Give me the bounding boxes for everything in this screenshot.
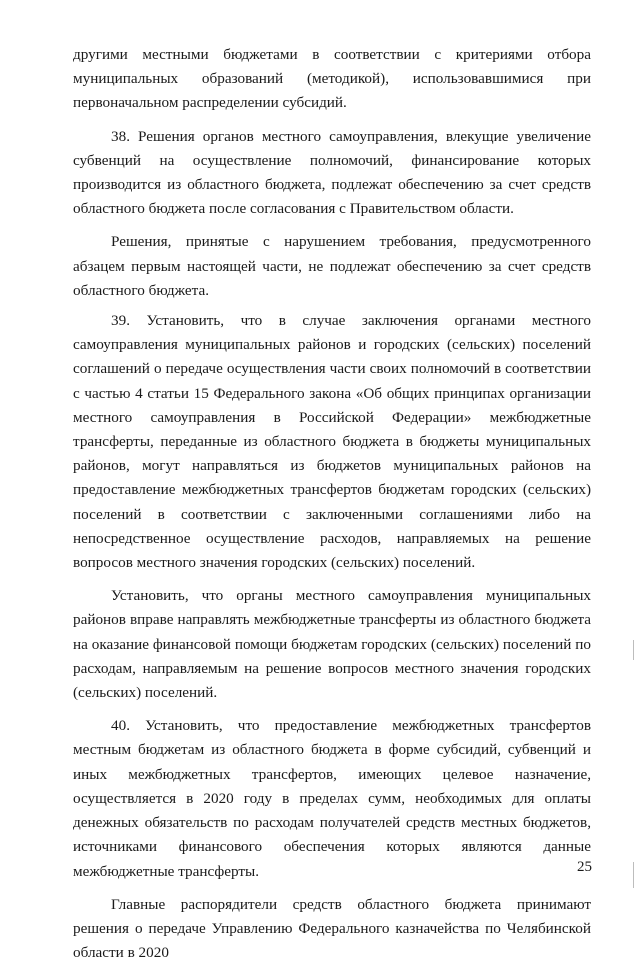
paragraph-clause-40: 40. Установить, что предоставление межбюджетных трансфертов местным бюджетам из областного бюджета в форме субсидий, субвенций и иных межбюджетных трансфертов, имеющих целевое назначение, осуществляется в 2020 году в пределах сумм, необходимых для оплаты денежных обязательств по расходам получателей средств местных бюджетов, источниками финансового обеспечения которых являются данные межбюджетные трансферты. <box>73 717 591 880</box>
paragraph-clause-38-note: Решения, принятые с нарушением требования, предусмотренного абзацем первым настоящей части, не подлежат обеспечению за счет средств областного бюджета. <box>73 233 591 299</box>
paragraph-clause-40-second: Главные распорядители средств областного бюджета принимают решения о передаче Управлению Федерального казначейства по Челябинской области в 2020 <box>73 895 591 962</box>
paragraph-continuation: другими местными бюджетами в соответствии с критериями отбора муниципальных образований (методикой), использовавшимися при первоначальном распределении субсидий. <box>73 46 591 112</box>
paragraph-clause-39-second: Установить, что органы местного самоуправления муниципальных районов вправе направлять межбюджетные трансферты из областного бюджета на оказание финансовой помощи бюджетам городских (сельских) поселений по расходам, направляемым на решение вопросов местного значения городских (сельских) поселений. <box>73 587 591 702</box>
scan-edge-mark <box>633 640 634 660</box>
page-number: 25 <box>577 859 592 875</box>
paragraph-clause-39: 39. Установить, что в случае заключения органами местного самоуправления муниципальных районов и городских (сельских) поселений соглашений о передаче осуществления части своих полномочий в соответствии с частью 4 статьи 15 Федерального закона «Об общих принципах организации местного самоуправления в Российской Федерации» межбюджетные трансферты, переданные из областного бюджета в бюджеты муниципальных районов, могут направляться из бюджетов муниципальных районов на предоставление межбюджетных трансфертов бюджетам городских (сельских) поселений в соответствии с заключенными соглашениями либо на непосредственное осуществление расходов, направляемых на решение вопросов местного значения городских (сельских) поселений. <box>73 312 591 572</box>
scan-edge-mark <box>633 862 634 888</box>
document-body <box>73 43 591 965</box>
paragraph-clause-38: 38. Решения органов местного самоуправления, влекущие увеличение субвенций на осуществление полномочий, финансирование которых производится из областного бюджета, подлежат обеспечению за счет средств областного бюджета после согласования с Правительством области. <box>73 127 591 218</box>
